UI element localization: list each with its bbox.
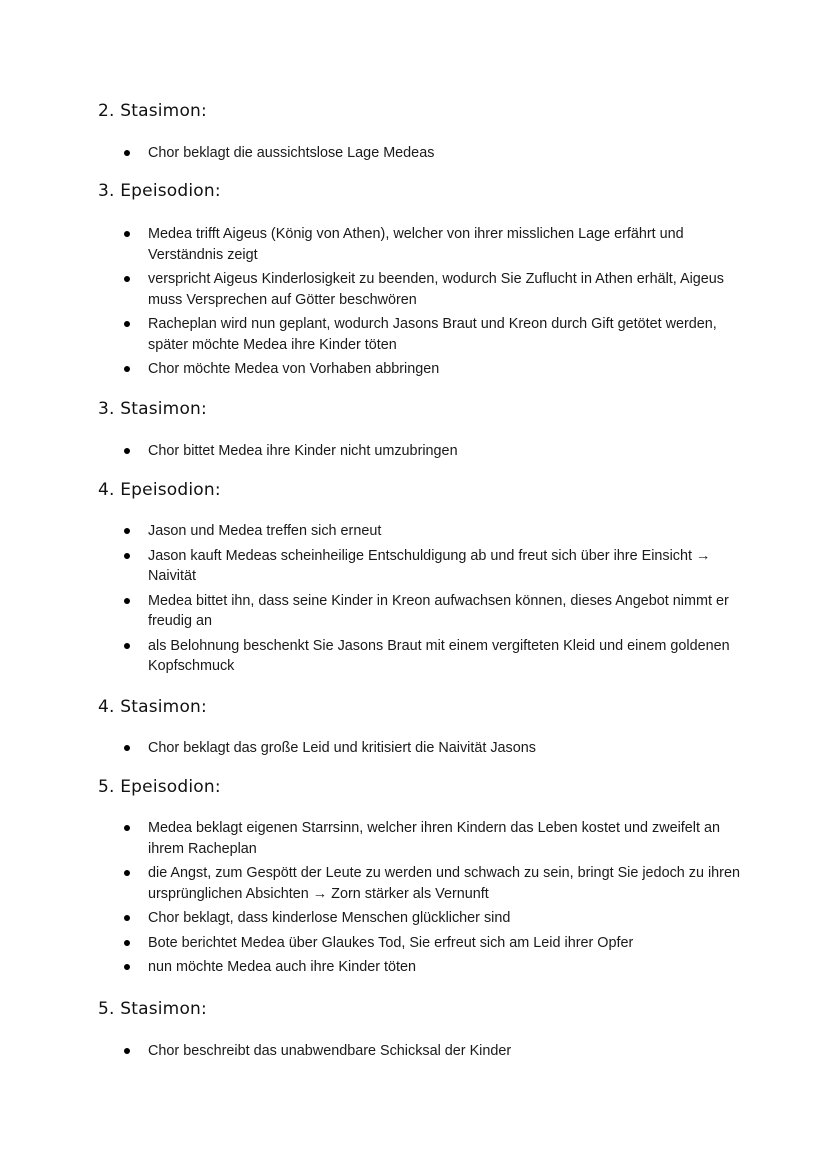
section-heading: 4. Epeisodion:	[98, 480, 221, 500]
bullet-icon	[124, 940, 130, 946]
list-item	[0, 546, 748, 587]
list-item	[0, 224, 748, 265]
list-item-text: Medea beklagt eigenen Starrsinn, welcher ihren Kindern das Leben kostet und zweifelt an ihrem Racheplan	[148, 820, 720, 857]
list-item-text: verspricht Aigeus Kinderlosigkeit zu beenden, wodurch Sie Zuflucht in Athen erhält, Aigeus muss Versprechen auf Götter beschwören	[148, 271, 724, 308]
bullet-list	[0, 738, 828, 763]
list-item	[0, 933, 748, 954]
list-item-text: Chor bittet Medea ihre Kinder nicht umzubringen	[148, 443, 458, 459]
list-item	[0, 314, 748, 355]
bullet-icon	[124, 553, 130, 559]
list-item-text: die Angst, zum Gespött der Leute zu werden und schwach zu sein, bringt Sie jedoch zu ihren ursprünglichen Absichten → Zorn stärker als Vernunft	[148, 865, 740, 902]
list-item-text: nun möchte Medea auch ihre Kinder töten	[148, 959, 416, 975]
list-item-text: Medea trifft Aigeus (König von Athen), welcher von ihrer misslichen Lage erfährt und Verständnis zeigt	[148, 226, 684, 263]
bullet-icon	[124, 366, 130, 372]
bullet-icon	[124, 643, 130, 649]
bullet-list	[0, 143, 828, 168]
list-item-text: Chor beklagt das große Leid und kritisiert die Naivität Jasons	[148, 740, 536, 756]
bullet-list	[0, 1041, 828, 1066]
list-item-text: Chor beschreibt das unabwendbare Schicksal der Kinder	[148, 1043, 512, 1059]
bullet-icon	[124, 598, 130, 604]
list-item-text: Medea bittet ihn, dass seine Kinder in Kreon aufwachsen können, dieses Angebot nimmt er freudig an	[148, 592, 729, 629]
bullet-list	[0, 521, 828, 681]
list-item-text: Chor beklagt, dass kinderlose Menschen glücklicher sind	[148, 910, 511, 926]
bullet-icon	[124, 231, 130, 237]
bullet-icon	[124, 964, 130, 970]
bullet-icon	[124, 448, 130, 454]
list-item	[0, 1041, 748, 1062]
list-item	[0, 636, 748, 677]
bullet-list	[0, 818, 828, 982]
list-item	[0, 818, 748, 859]
bullet-icon	[124, 528, 130, 534]
section-heading: 3. Stasimon:	[98, 399, 207, 419]
bullet-list	[0, 441, 828, 466]
bullet-list	[0, 224, 828, 384]
list-item	[0, 908, 748, 929]
bullet-icon	[124, 276, 130, 282]
section-heading: 4. Stasimon:	[98, 697, 207, 717]
list-item-text: Bote berichtet Medea über Glaukes Tod, Sie erfreut sich am Leid ihrer Opfer	[148, 934, 634, 951]
list-item	[0, 738, 748, 759]
list-item	[0, 269, 748, 310]
list-item-text: Jason und Medea treffen sich erneut	[148, 523, 382, 539]
list-item	[0, 957, 748, 978]
list-item	[0, 591, 748, 632]
bullet-icon	[124, 1048, 130, 1054]
list-item	[0, 441, 748, 462]
section-heading: 2. Stasimon:	[98, 101, 207, 121]
list-item-text: als Belohnung beschenkt Sie Jasons Braut mit einem vergifteten Kleid und einem goldenen Kopfschmuck	[148, 637, 730, 674]
section-heading: 3. Epeisodion:	[98, 181, 221, 201]
section-heading: 5. Epeisodion:	[98, 777, 221, 797]
bullet-icon	[124, 870, 130, 876]
bullet-icon	[124, 321, 130, 327]
section-heading: 5. Stasimon:	[98, 999, 207, 1019]
list-item	[0, 863, 748, 904]
list-item-text: Jason kauft Medeas scheinheilige Entschuldigung ab und freut sich über ihre Einsicht → Naivität	[148, 547, 711, 584]
list-item-text: Chor beklagt die aussichtslose Lage Medeas	[148, 145, 435, 161]
list-item	[0, 521, 748, 542]
bullet-icon	[124, 150, 130, 156]
list-item	[0, 143, 748, 164]
bullet-icon	[124, 825, 130, 831]
bullet-icon	[124, 915, 130, 921]
bullet-icon	[124, 745, 130, 751]
list-item-text: Chor möchte Medea von Vorhaben abbringen	[148, 361, 440, 377]
list-item-text: Racheplan wird nun geplant, wodurch Jasons Braut und Kreon durch Gift getötet werden, später möchte Medea ihre Kinder töten	[148, 316, 717, 353]
list-item	[0, 359, 748, 380]
